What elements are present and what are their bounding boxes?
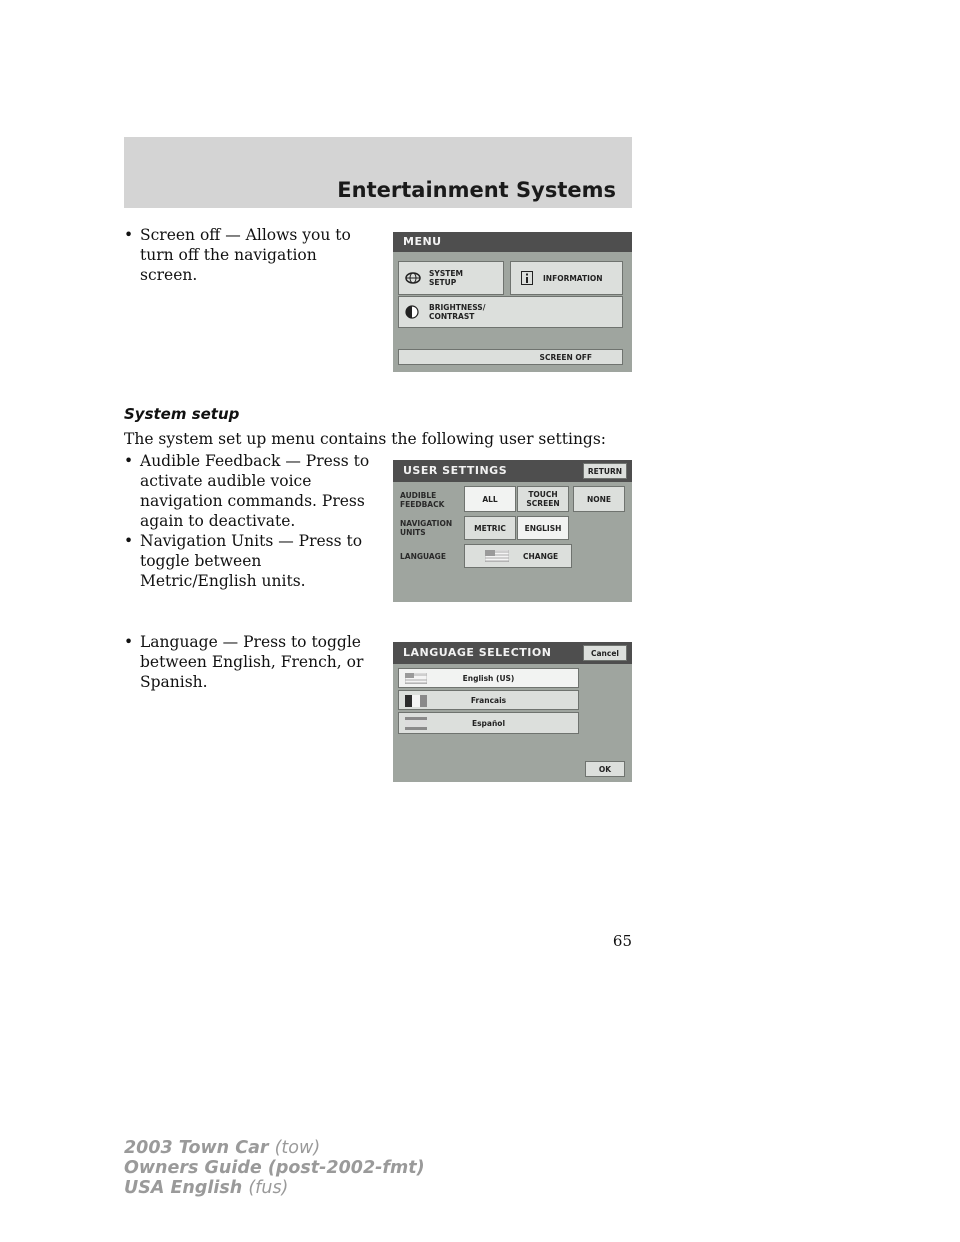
us-flag-icon [405,673,427,684]
footer-line-model [124,1138,320,1158]
bullet-text: Language — Press to toggle between English, French, or Spanish. [140,633,364,691]
espanol-label: Español [471,718,506,728]
audible-touch-screen-button[interactable] [517,486,569,512]
bullet-text: Audible Feedback — Press to activate audible voice navigation commands. Press again to deactivate. [140,452,370,530]
units-metric-button[interactable] [464,516,516,540]
information-button[interactable] [510,261,623,295]
language-option-french[interactable] [398,690,579,710]
system-setup-heading: System setup [124,405,240,423]
language-selection-screen-image [393,642,632,782]
touch-screen-label: TOUCH SCREEN [526,490,560,508]
audible-feedback-label: AUDIBLE FEEDBACK [400,491,445,509]
section-header-band [124,137,632,208]
bullet-marker: • [124,532,134,550]
user-settings-screen-image [393,460,632,602]
none-label: NONE [586,494,612,504]
language-selection-title: LANGUAGE SELECTION [393,642,632,664]
return-label: RETURN [587,466,623,476]
language-option-english[interactable] [398,668,579,688]
footer-guide: Owners Guide (post-2002-fmt) [124,1158,425,1178]
bullet-text: Screen off — Allows you to turn off the navigation screen. [140,226,351,284]
user-settings-title: USER SETTINGS [393,460,632,482]
language-change-button[interactable] [464,544,572,568]
brightness-contrast-button[interactable] [398,296,623,328]
brightness-contrast-label: BRIGHTNESS/ CONTRAST [429,303,486,321]
spain-flag-icon [405,717,427,730]
screen-off-button[interactable] [398,349,623,365]
bullet-text: Navigation Units — Press to toggle between Metric/English units. [140,532,363,590]
bullet-marker: • [124,452,134,470]
screen-off-label: SCREEN OFF [539,352,592,362]
bullet-audible-feedback [124,451,374,531]
system-setup-button[interactable] [398,261,504,295]
footer-line-language [124,1178,288,1198]
francais-label: Francais [470,695,507,705]
contrast-icon [405,305,419,319]
english-label: ENGLISH [524,523,562,533]
globe-icon [405,272,421,284]
ok-button[interactable] [585,761,625,777]
language-option-spanish[interactable] [398,712,579,734]
system-setup-label: SYSTEM SETUP [429,269,463,287]
menu-title: MENU [393,232,632,252]
english-us-label: English (US) [462,673,515,683]
us-flag-icon [485,550,509,562]
footer-line-guide [124,1158,425,1178]
footer-model: 2003 Town Car [124,1138,269,1158]
info-icon [521,271,533,285]
footer-language-code: (fus) [248,1178,289,1198]
all-label: ALL [482,494,498,504]
return-button[interactable] [583,463,627,479]
menu-screen-image [393,232,632,372]
ok-label: OK [598,764,612,774]
section-title: Entertainment Systems [337,178,616,202]
metric-label: METRIC [474,523,506,533]
change-label: CHANGE [523,551,559,561]
cancel-button[interactable] [583,645,627,661]
navigation-units-label: NAVIGATION UNITS [400,519,453,537]
audible-all-button[interactable] [464,486,516,512]
cancel-label: Cancel [590,648,619,658]
information-label: INFORMATION [543,273,603,283]
bullet-marker: • [124,226,134,244]
footer-model-code: (tow) [274,1138,321,1158]
audible-none-button[interactable] [573,486,625,512]
language-label: LANGUAGE [400,552,446,561]
system-setup-intro: The system set up menu contains the following user settings: [124,430,607,448]
page-number: 65 [612,932,632,950]
footer-language: USA English [124,1178,243,1198]
france-flag-icon [405,695,427,707]
bullet-screen-off [124,225,374,285]
bullet-navigation-units [124,531,374,591]
units-english-button[interactable] [517,516,569,540]
bullet-marker: • [124,633,134,651]
bullet-language [124,632,374,692]
